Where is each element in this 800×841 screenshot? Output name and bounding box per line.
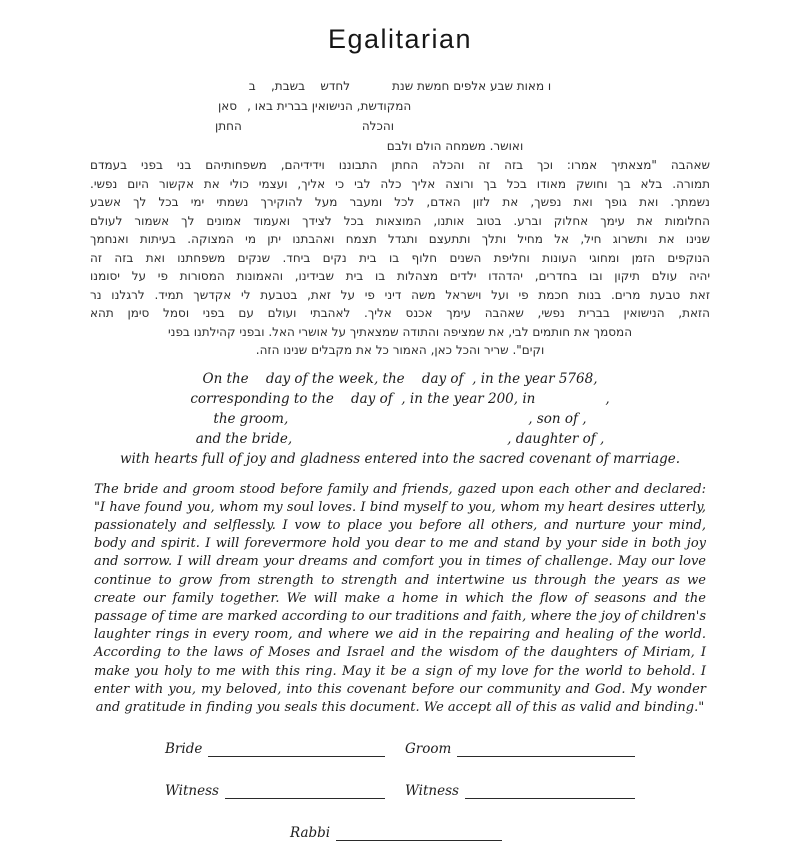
- daughter-of-label: , daughter of ,: [507, 430, 605, 447]
- hebrew-opening-place-line: [90, 96, 710, 116]
- hebrew-section: [90, 76, 710, 360]
- english-intro-corresponding-text: corresponding to the day of , in the year 200, in: [190, 390, 536, 407]
- page-title: Egalitarian: [327, 24, 473, 54]
- hebrew-opening-date-text: ו מאות שבע אלפים חמשת שנת לחדש בשבת, ב: [248, 79, 552, 93]
- son-of-label: , son of ,: [528, 410, 587, 427]
- hebrew-body-line: החלומות את עימך אחלוק וברע. בטוב אותנו, המוצאות בכל לצידך ואעמוד אמונים לך אשמור לעולם: [90, 213, 710, 228]
- witness2-signature-label: Witness: [405, 783, 459, 800]
- hebrew-body-line: תמורה. בלא בך וחושק מאודו בכל בך ורוצה אליך כלה לבי כי אליך, ועצמי כולי את אקשור היום נפשי.: [90, 176, 710, 191]
- witness1-signature: [165, 783, 385, 799]
- bride-signature-label: Bride: [165, 741, 203, 758]
- hebrew-closing-line: המסמך את חותמים לבי, את שמציפה והתודה שמצאתיך על אושרי האל. ובפני קהילתנו בפני: [167, 324, 633, 339]
- hebrew-closing-line: וקים". שריר והכל כאן, האמור כל את מקבלים שנינו הזה.: [255, 343, 545, 357]
- hebrew-body-line: שאהבה "מצאתיך אמרו: וכך בזה זה והכלה החתן התבוננו וידידיהם, משפחותיהם בני בפני בעמדם: [90, 158, 710, 172]
- hebrew-groom-bride-line: [90, 116, 710, 136]
- rabbi-signature: [290, 825, 502, 841]
- groom-label: the groom,: [213, 410, 289, 427]
- english-intro-date-line: On the day of the week, the day of , in the year 5768,: [202, 370, 598, 387]
- english-intro-corresponding-comma: ,: [605, 390, 610, 407]
- hebrew-covenant-fragment: המקודשת, הנישואין בברית באו ,: [247, 99, 412, 113]
- bride-signature: [165, 741, 385, 757]
- hebrew-body-line: נשמתך. ואת גופך ואת נפשך, את לזון האדם, לכל ומעבר מעל להוקירך נשמתי ימי בכל לך אשבע: [90, 195, 710, 209]
- rabbi-signature-label: Rabbi: [290, 825, 331, 841]
- hebrew-groom-label: החתן: [215, 119, 242, 133]
- hebrew-joy-text: ואושר. משמחה הולם ולבם: [386, 139, 524, 153]
- english-intro-section: [0, 369, 800, 469]
- english-intro-corresponding-line: [0, 389, 800, 409]
- hebrew-body-line: שנינו את ותשרוג חיל, אל מחיל ותלך ותתעצם ותגדל תצמח ואהבתנו יתן מי המצוקה. בעיתות ואנחמך: [90, 232, 710, 246]
- groom-signature-line: [457, 742, 635, 757]
- hebrew-body-line: הנוקפים הזמן ומחוגי העונות וחליפת השנים חלוף בו בית נקים ביחד. שנקים משפחתנו ואת בזה זה: [90, 250, 710, 265]
- english-intro-covenant-line: with hearts full of joy and gladness entered into the sacred covenant of marriage.: [119, 450, 681, 467]
- hebrew-body-line: יהיה עולם תיקון ובו בחדרים, יהדהדו ילדים מצהלות בו בית שבידינו, והאמונות המסורות פי על יסומנו: [90, 269, 710, 283]
- witness2-signature: [405, 783, 635, 799]
- groom-signature-label: Groom: [405, 741, 452, 758]
- hebrew-joy-line: [90, 136, 710, 156]
- witness2-signature-line: [465, 784, 635, 799]
- bride-label: and the bride,: [195, 430, 293, 447]
- bride-signature-line: [208, 742, 385, 757]
- rabbi-signature-line: [336, 826, 502, 841]
- hebrew-opening-date-line: [90, 76, 710, 96]
- signature-section: [0, 741, 800, 841]
- signature-row-3: [290, 825, 800, 841]
- hebrew-body-paragraph: [90, 156, 710, 323]
- hebrew-body-line: זאת טבעת מרים. בנות חכמת פי ועל וישראל משה דיני פי על זאת, בטבעת לי אקדשך תמיד. לרגלנו נר: [90, 287, 710, 302]
- english-intro-bride-line: [0, 429, 800, 449]
- hebrew-place-fragment: סאן: [218, 99, 238, 113]
- witness1-signature-label: Witness: [165, 783, 219, 800]
- english-body-paragraph: The bride and groom stood before family and friends, gazed upon each other and declared: "I have found you, whom my soul loves. I bind myself to you, whom my heart desires utterly, passionately and selflessly. I vow to place you before all others, and nurture your mind, body and spirit. I will forevermore hold you dear to me and stand by your side in both joy and sorrow. I will dream your dreams and comfort you in times of challenge. May our love continue to grow from strength to strength and intertwine us through the years as we create our family together. We will make a home in which the flow of seasons and the passage of time are marked according to our traditions and faith, where the joy of children's laughter rings in every room, and where we aid in the repairing and healing of the world. According to the laws of Moses and Israel and the wisdom of the daughters of Miriam, I make you holy to me with this ring. May it be a sign of my love for the world to behold. I enter with you, my beloved, into this covenant before our community and God. My wonder and gratitude in finding you seals this document. We accept all of this as valid and binding.": [94, 481, 706, 715]
- groom-signature: [405, 741, 635, 757]
- hebrew-body-line: הזאת, הנישואין בברית נפשי, שאהבה עימך אכנס אליך. לאהבתי ועולם עם בפני וסמל סימן תהא: [90, 306, 710, 320]
- signature-row-2: [165, 783, 800, 799]
- witness1-signature-line: [225, 784, 385, 799]
- english-intro-groom-line: [0, 409, 800, 429]
- hebrew-bride-label: והכלה: [361, 119, 394, 133]
- signature-row-1: [165, 741, 800, 757]
